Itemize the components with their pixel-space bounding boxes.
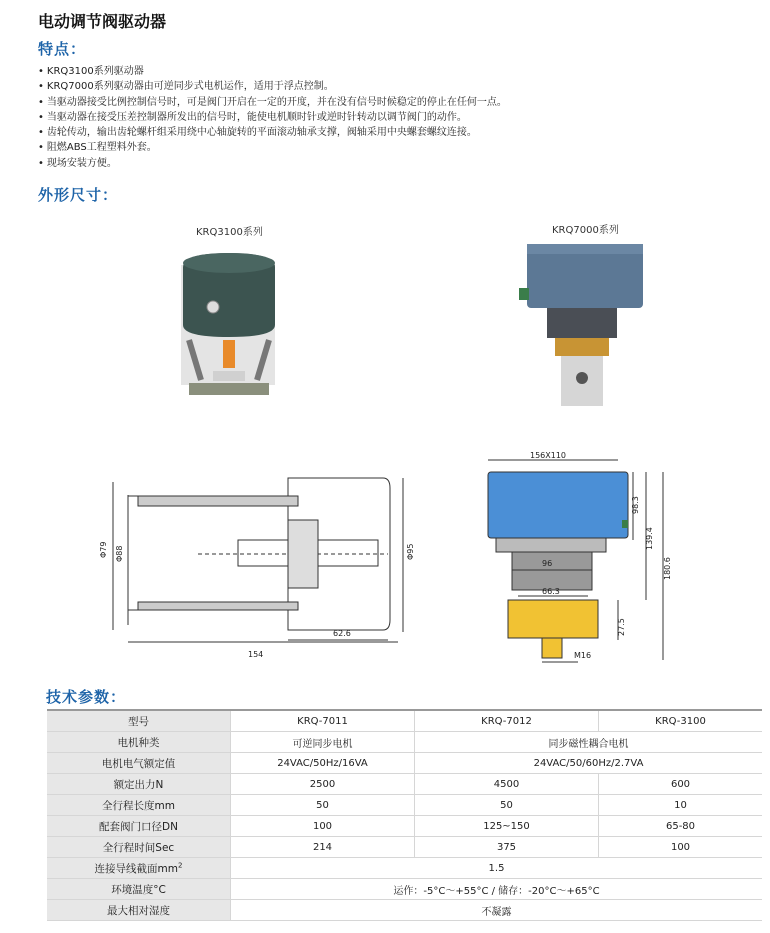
feature-item: • 现场安装方便。: [38, 156, 507, 171]
spec-label: 型号: [47, 710, 231, 732]
table-row: [47, 710, 762, 732]
spec-cell: 100: [599, 837, 763, 858]
spec-cell: 50: [231, 795, 415, 816]
wire-label: 连接导线截面mm: [94, 862, 178, 875]
dim-62-6: 62.6: [333, 629, 351, 638]
spec-cell: 同步磁性耦合电机: [415, 732, 763, 753]
table-row: [47, 816, 762, 837]
feature-item: • 当驱动器在接受压差控制器所发出的信号时，能使电机顺时针或逆时针转动以调节阀门的动作。: [38, 110, 507, 125]
dimensions-heading: 外形尺寸：: [38, 186, 119, 204]
table-row: [47, 732, 762, 753]
table-row: [47, 774, 762, 795]
spec-table: [47, 709, 762, 921]
spec-label: [47, 858, 231, 879]
spec-cell: 375: [415, 837, 599, 858]
feature-item: • 阻燃ABS工程塑料外套。: [38, 140, 507, 155]
dim-d79: Φ79: [99, 541, 108, 558]
spec-label: 配套阀门口径DN: [47, 816, 231, 837]
dim-180-6: 180.6: [663, 557, 672, 580]
spec-cell: KRQ-3100: [599, 710, 763, 732]
feature-item: • KRQ7000系列驱动器由可逆同步式电机运作，适用于浮点控制。: [38, 79, 507, 94]
spec-label: 最大相对湿度: [47, 900, 231, 921]
spec-label: 额定出力N: [47, 774, 231, 795]
spec-cell: 214: [231, 837, 415, 858]
spec-label: 电机电气额定值: [47, 753, 231, 774]
dim-m16: M16: [574, 651, 592, 660]
spec-cell: KRQ-7012: [415, 710, 599, 732]
wire-label-sup: 2: [178, 861, 183, 869]
spec-cell: 600: [599, 774, 763, 795]
krq7000-photo: [515, 238, 655, 418]
spec-cell: 2500: [231, 774, 415, 795]
table-row: [47, 879, 762, 900]
spec-cell: 不凝露: [231, 900, 763, 921]
spec-cell: KRQ-7011: [231, 710, 415, 732]
dim-27-5: 27.5: [617, 618, 626, 636]
dim-139-4: 139.4: [645, 527, 654, 550]
dim-154: 154: [248, 650, 264, 659]
page-title: 电动调节阀驱动器: [38, 12, 167, 31]
spec-cell: 1.5: [231, 858, 763, 879]
spec-cell: 4500: [415, 774, 599, 795]
features-heading: 特点：: [38, 40, 87, 58]
table-row: [47, 858, 762, 879]
spec-cell: 可逆同步电机: [231, 732, 415, 753]
feature-item: • 齿轮传动，输出齿轮螺杆组采用绕中心轴旋转的平面滚动轴承支撑，阀轴采用中央螺套螺纹连接。: [38, 125, 507, 140]
dim-96: 96: [542, 559, 553, 568]
spec-cell: 125~150: [415, 816, 599, 837]
caption-krq3100: KRQ3100系列: [196, 227, 263, 238]
spec-label: 全行程长度mm: [47, 795, 231, 816]
specs-heading: 技术参数：: [46, 688, 127, 706]
krq7000-drawing: [478, 450, 678, 675]
dim-156x110: 156X110: [530, 451, 567, 460]
table-row: [47, 837, 762, 858]
spec-cell: 100: [231, 816, 415, 837]
feature-item: • 当驱动器接受比例控制信号时，可是阀门开启在一定的开度，并在没有信号时候稳定的停止在任何一点。: [38, 95, 507, 110]
spec-cell: 50: [415, 795, 599, 816]
dim-66-3: 66.3: [542, 587, 560, 596]
caption-krq7000: KRQ7000系列: [552, 225, 619, 236]
dim-d88: Φ88: [115, 545, 124, 562]
feature-item: • KRQ3100系列驱动器: [38, 64, 507, 79]
spec-cell: 24VAC/50/60Hz/2.7VA: [415, 753, 763, 774]
spec-cell: 65-80: [599, 816, 763, 837]
table-row: [47, 753, 762, 774]
dim-98-3: 98.3: [631, 496, 640, 514]
spec-cell: 10: [599, 795, 763, 816]
krq3100-drawing: [98, 470, 423, 670]
features-list: [38, 64, 507, 171]
spec-label: 全行程时间Sec: [47, 837, 231, 858]
spec-label: 电机种类: [47, 732, 231, 753]
dim-d95: Φ95: [406, 543, 415, 560]
spec-cell: 运作：-5°C～+55°C / 储存：-20°C～+65°C: [231, 879, 763, 900]
table-row: [47, 900, 762, 921]
spec-label: 环境温度°C: [47, 879, 231, 900]
krq3100-photo: [175, 245, 295, 420]
table-row: [47, 795, 762, 816]
spec-cell: 24VAC/50Hz/16VA: [231, 753, 415, 774]
